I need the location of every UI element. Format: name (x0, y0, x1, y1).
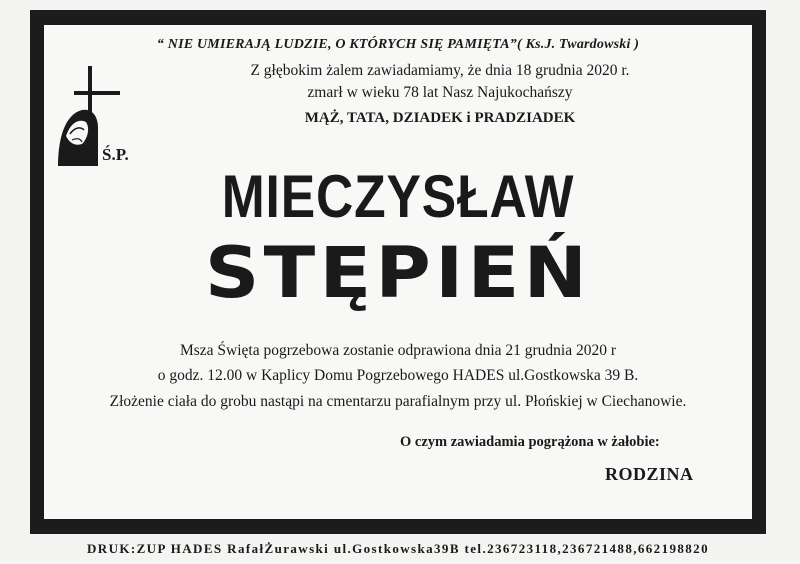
deceased-first-name: MIECZYSŁAW (221, 163, 575, 230)
family-signature: RODZINA (605, 464, 694, 484)
mass-line-2: o godz. 12.00 w Kaplicy Domu Pogrzebowego HADES ul.Gostkowska 39 B. (157, 367, 639, 384)
mass-line-1: Msza Święta pogrzebowa zostanie odprawiona dnia 21 grudnia 2020 r (179, 342, 617, 359)
announcement-line-2: zmarł w wieku 78 lat Nasz Najukochańszy (307, 84, 573, 101)
deceased-surname: STĘPIEŃ (204, 232, 592, 314)
announcement-line-1: Z głębokim żalem zawiadamiamy, że dnia 18 grudnia 2020 r. (250, 62, 630, 79)
burial-line: Złożenie ciała do grobu nastąpi na cmentarzu parafialnym przy ul. Płońskiej w Ciechanowie. (109, 393, 687, 410)
family-relation: MĄŻ, TATA, DZIADEK i PRADZIADEK (304, 110, 576, 126)
printer-footer: DRUK:ZUP HADES RafałŻurawski ul.Gostkowska39B tel.236723118,236721488,662198820 (87, 541, 709, 556)
memorial-quote: “ NIE UMIERAJĄ LUDZIE, O KTÓRYCH SIĘ PAMIĘTA”( Ks.J. Twardowski ) (156, 37, 640, 52)
sp-label: Ś.P. (102, 145, 129, 164)
notify-line: O czym zawiadamia pogrążona w żałobie: (400, 434, 660, 450)
